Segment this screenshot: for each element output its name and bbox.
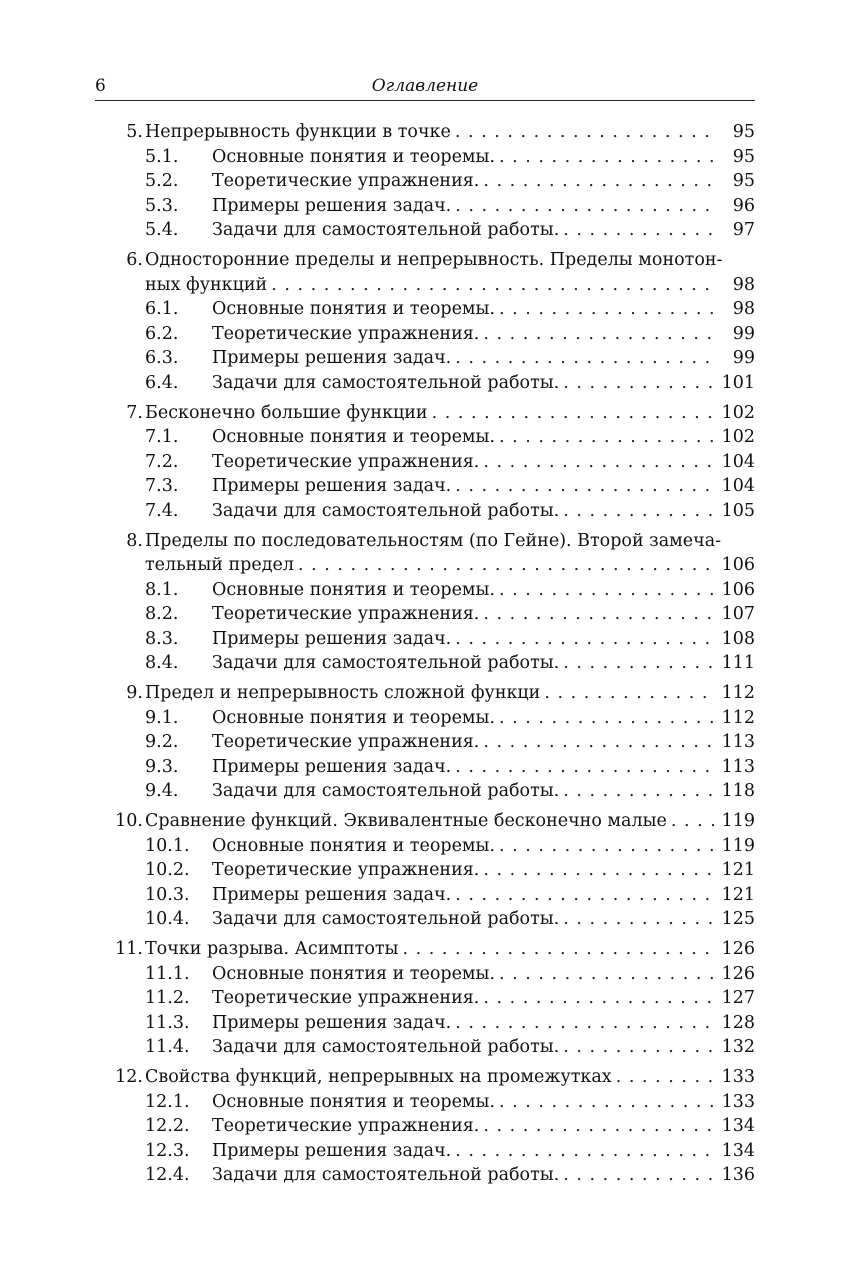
section-entry[interactable] bbox=[95, 858, 755, 883]
table-of-contents bbox=[95, 120, 755, 1193]
chapter-number: 6. bbox=[126, 249, 143, 270]
section-number: 10.2. bbox=[145, 860, 190, 881]
section-number: 7.1. bbox=[145, 427, 179, 448]
page-ref: 113 bbox=[721, 732, 755, 753]
leader-dots bbox=[483, 169, 715, 194]
section-entry[interactable] bbox=[95, 1139, 755, 1164]
toc-chapter-7 bbox=[95, 401, 755, 524]
section-title: Основные понятия и теоремы. bbox=[212, 299, 496, 320]
leader-dots bbox=[563, 1163, 715, 1188]
chapter-number: 9. bbox=[126, 683, 143, 704]
page-ref: 128 bbox=[721, 1012, 755, 1033]
section-entry[interactable] bbox=[95, 450, 755, 475]
leader-dots bbox=[616, 1065, 715, 1090]
section-number: 5.3. bbox=[145, 195, 179, 216]
section-number: 9.4. bbox=[145, 781, 179, 802]
leader-dots bbox=[483, 450, 715, 475]
section-entry[interactable] bbox=[95, 371, 755, 396]
section-title: Задачи для самостоятельной работы. bbox=[212, 220, 560, 241]
leader-dots bbox=[499, 297, 715, 322]
section-title: Теоретические упражнения. bbox=[212, 732, 480, 753]
leader-dots bbox=[455, 755, 715, 780]
section-number: 6.4. bbox=[145, 372, 179, 393]
section-entry[interactable] bbox=[95, 1090, 755, 1115]
leader-dots bbox=[455, 194, 715, 219]
section-title: Задачи для самостоятельной работы. bbox=[212, 909, 560, 930]
section-title: Задачи для самостоятельной работы. bbox=[212, 372, 560, 393]
page-ref: 95 bbox=[732, 146, 755, 167]
leader-dots bbox=[563, 1035, 715, 1060]
section-title: Теоретические упражнения. bbox=[212, 860, 480, 881]
section-entry[interactable] bbox=[95, 706, 755, 731]
chapter-entry[interactable] bbox=[95, 248, 755, 273]
chapter-title: Предел и непрерывность сложной функци bbox=[145, 683, 541, 704]
leader-dots bbox=[499, 706, 715, 731]
leader-dots bbox=[403, 937, 716, 962]
section-number: 7.3. bbox=[145, 476, 179, 497]
section-title: Задачи для самостоятельной работы. bbox=[212, 1165, 560, 1186]
section-title: Примеры решения задач. bbox=[212, 1012, 452, 1033]
section-title: Теоретические упражнения. bbox=[212, 1116, 480, 1137]
page-ref: 99 bbox=[732, 348, 755, 369]
leader-dots bbox=[563, 651, 715, 676]
section-number: 12.2. bbox=[145, 1116, 190, 1137]
section-entry[interactable] bbox=[95, 730, 755, 755]
section-entry[interactable] bbox=[95, 169, 755, 194]
section-title: Теоретические упражнения. bbox=[212, 988, 480, 1009]
section-title: Примеры решения задач. bbox=[212, 348, 452, 369]
leader-dots bbox=[483, 730, 715, 755]
page-ref: 97 bbox=[732, 220, 755, 241]
section-number: 9.3. bbox=[145, 756, 179, 777]
section-entry[interactable] bbox=[95, 834, 755, 859]
section-entry[interactable] bbox=[95, 986, 755, 1011]
section-number: 5.2. bbox=[145, 171, 179, 192]
chapter-number: 5. bbox=[126, 122, 143, 142]
page-ref: 113 bbox=[721, 756, 755, 777]
section-number: 10.3. bbox=[145, 884, 190, 905]
section-entry[interactable] bbox=[95, 627, 755, 652]
section-title: Теоретические упражнения. bbox=[212, 451, 480, 472]
chapter-number: 8. bbox=[126, 530, 143, 551]
chapter-entry[interactable] bbox=[95, 120, 755, 145]
page-ref: 119 bbox=[721, 835, 755, 856]
section-entry[interactable] bbox=[95, 297, 755, 322]
section-number: 8.2. bbox=[145, 604, 179, 625]
page-ref: 125 bbox=[721, 909, 755, 930]
leader-dots bbox=[432, 401, 715, 426]
section-number: 6.2. bbox=[145, 323, 179, 344]
section-number: 5.4. bbox=[145, 220, 179, 241]
chapter-number: 10. bbox=[115, 811, 143, 832]
page-ref: 98 bbox=[732, 274, 755, 295]
toc-chapter-9 bbox=[95, 681, 755, 804]
toc-chapter-8 bbox=[95, 529, 755, 677]
section-number: 11.1. bbox=[145, 963, 190, 984]
section-title: Основные понятия и теоремы. bbox=[212, 427, 496, 448]
page-ref: 133 bbox=[721, 1091, 755, 1112]
leader-dots bbox=[499, 425, 715, 450]
leader-dots bbox=[563, 218, 715, 243]
page-header bbox=[95, 74, 755, 101]
page-ref: 99 bbox=[732, 323, 755, 344]
page-ref: 134 bbox=[721, 1140, 755, 1161]
section-entry[interactable] bbox=[95, 425, 755, 450]
page-ref: 112 bbox=[721, 707, 755, 728]
section-title: Теоретические упражнения. bbox=[212, 323, 480, 344]
page-ref: 126 bbox=[721, 939, 755, 959]
section-entry[interactable] bbox=[95, 1035, 755, 1060]
chapter-entry[interactable] bbox=[95, 809, 755, 834]
leader-dots bbox=[483, 1114, 715, 1139]
running-title: Оглавление bbox=[371, 76, 479, 96]
section-title: Примеры решения задач. bbox=[212, 1140, 452, 1161]
page-ref: 136 bbox=[721, 1165, 755, 1186]
page-ref: 134 bbox=[721, 1116, 755, 1137]
page-ref: 102 bbox=[721, 402, 755, 423]
page-ref: 112 bbox=[721, 683, 755, 704]
chapter-number: 7. bbox=[126, 402, 143, 423]
section-title: Примеры решения задач. bbox=[212, 195, 452, 216]
chapter-title: Сравнение функций. Эквивалентные бесконечно малые bbox=[145, 811, 667, 832]
leader-dots bbox=[499, 962, 715, 987]
section-title: Теоретические упражнения. bbox=[212, 171, 480, 192]
page-ref: 119 bbox=[721, 811, 755, 832]
section-title: Задачи для самостоятельной работы. bbox=[212, 1037, 560, 1058]
section-entry[interactable] bbox=[95, 1011, 755, 1036]
page-ref: 107 bbox=[721, 604, 755, 625]
page-ref: 118 bbox=[721, 781, 755, 802]
section-number: 12.3. bbox=[145, 1140, 190, 1161]
section-entry[interactable] bbox=[95, 1114, 755, 1139]
section-title: Задачи для самостоятельной работы. bbox=[212, 653, 560, 674]
leader-dots bbox=[499, 145, 715, 170]
toc-chapter-10 bbox=[95, 809, 755, 932]
page-ref: 104 bbox=[721, 476, 755, 497]
page-ref: 98 bbox=[732, 299, 755, 320]
section-title: Примеры решения задач. bbox=[212, 756, 452, 777]
page-ref: 106 bbox=[721, 555, 755, 576]
page-ref: 121 bbox=[721, 884, 755, 905]
section-entry[interactable] bbox=[95, 962, 755, 987]
section-number: 9.1. bbox=[145, 707, 179, 728]
leader-dots bbox=[483, 322, 715, 347]
chapter-entry[interactable] bbox=[95, 681, 755, 706]
section-entry[interactable] bbox=[95, 322, 755, 347]
page-ref: 101 bbox=[721, 372, 755, 393]
section-number: 11.4. bbox=[145, 1037, 190, 1058]
leader-dots bbox=[563, 907, 715, 932]
page-ref: 105 bbox=[721, 500, 755, 521]
page-ref: 96 bbox=[732, 195, 755, 216]
section-entry[interactable] bbox=[95, 145, 755, 170]
section-title: Основные понятия и теоремы. bbox=[212, 1091, 496, 1112]
section-number: 12.4. bbox=[145, 1165, 190, 1186]
leader-dots bbox=[483, 986, 715, 1011]
page-ref: 132 bbox=[721, 1037, 755, 1058]
chapter-title: Точки разрыва. Асимптоты bbox=[145, 939, 399, 959]
section-title: Основные понятия и теоремы. bbox=[212, 963, 496, 984]
section-number: 8.3. bbox=[145, 628, 179, 649]
leader-dots bbox=[455, 120, 715, 145]
chapter-entry[interactable] bbox=[95, 937, 755, 962]
chapter-entry[interactable] bbox=[95, 529, 755, 554]
leader-dots bbox=[298, 553, 715, 578]
leader-dots bbox=[483, 858, 715, 883]
chapter-entry-continuation[interactable] bbox=[95, 553, 755, 578]
section-entry[interactable] bbox=[95, 1163, 755, 1188]
leader-dots bbox=[455, 346, 715, 371]
section-number: 5.1. bbox=[145, 146, 179, 167]
page-ref: 106 bbox=[721, 579, 755, 600]
chapter-title-line1: Односторонние пределы и непрерывность. Пределы монотон- bbox=[145, 249, 723, 270]
chapter-number: 11. bbox=[115, 939, 143, 959]
leader-dots bbox=[455, 627, 715, 652]
leader-dots bbox=[455, 1011, 715, 1036]
chapter-title: Свойства функций, непрерывных на промежутках bbox=[145, 1066, 612, 1087]
section-entry[interactable] bbox=[95, 578, 755, 603]
section-number: 7.2. bbox=[145, 451, 179, 472]
section-number: 8.4. bbox=[145, 653, 179, 674]
chapter-title-line2: ных функций bbox=[145, 274, 268, 295]
section-number: 6.3. bbox=[145, 348, 179, 369]
page-number: 6 bbox=[95, 76, 106, 96]
chapter-title-line1: Пределы по последовательностям (по Гейне). Второй замеча- bbox=[145, 530, 722, 551]
section-title: Примеры решения задач. bbox=[212, 628, 452, 649]
toc-chapter-12 bbox=[95, 1065, 755, 1188]
section-title: Задачи для самостоятельной работы. bbox=[212, 500, 560, 521]
page-ref: 95 bbox=[732, 171, 755, 192]
page-ref: 111 bbox=[721, 653, 755, 674]
section-title: Основные понятия и теоремы. bbox=[212, 579, 496, 600]
leader-dots bbox=[563, 779, 715, 804]
chapter-number: 12. bbox=[115, 1066, 143, 1087]
section-title: Примеры решения задач. bbox=[212, 884, 452, 905]
section-entry[interactable] bbox=[95, 194, 755, 219]
section-title: Теоретические упражнения. bbox=[212, 604, 480, 625]
section-number: 12.1. bbox=[145, 1091, 190, 1112]
section-title: Основные понятия и теоремы. bbox=[212, 707, 496, 728]
section-entry[interactable] bbox=[95, 218, 755, 243]
leader-dots bbox=[544, 681, 715, 706]
page-ref: 104 bbox=[721, 451, 755, 472]
toc-chapter-11 bbox=[95, 937, 755, 1060]
chapter-title: Непрерывность функции в точке bbox=[145, 122, 451, 142]
section-entry[interactable] bbox=[95, 755, 755, 780]
page-ref: 127 bbox=[721, 988, 755, 1009]
section-title: Основные понятия и теоремы. bbox=[212, 146, 496, 167]
chapter-title: Бесконечно большие функции bbox=[145, 402, 428, 423]
section-number: 9.2. bbox=[145, 732, 179, 753]
leader-dots bbox=[563, 499, 715, 524]
page-ref: 102 bbox=[721, 427, 755, 448]
section-title: Задачи для самостоятельной работы. bbox=[212, 781, 560, 802]
section-entry[interactable] bbox=[95, 499, 755, 524]
toc-chapter-6 bbox=[95, 248, 755, 396]
section-number: 6.1. bbox=[145, 299, 179, 320]
leader-dots bbox=[499, 834, 715, 859]
page-ref: 121 bbox=[721, 860, 755, 881]
toc-chapter-5 bbox=[95, 120, 755, 243]
leader-dots bbox=[671, 809, 715, 834]
section-entry[interactable] bbox=[95, 779, 755, 804]
section-title: Основные понятия и теоремы. bbox=[212, 835, 496, 856]
leader-dots bbox=[499, 578, 715, 603]
section-number: 10.4. bbox=[145, 909, 190, 930]
leader-dots bbox=[563, 371, 715, 396]
section-entry[interactable] bbox=[95, 474, 755, 499]
leader-dots bbox=[271, 273, 715, 298]
section-entry[interactable] bbox=[95, 346, 755, 371]
section-number: 11.3. bbox=[145, 1012, 190, 1033]
section-entry[interactable] bbox=[95, 651, 755, 676]
page-ref: 95 bbox=[732, 122, 755, 142]
leader-dots bbox=[455, 883, 715, 908]
section-title: Примеры решения задач. bbox=[212, 476, 452, 497]
page-ref: 133 bbox=[721, 1066, 755, 1087]
leader-dots bbox=[455, 1139, 715, 1164]
chapter-entry[interactable] bbox=[95, 1065, 755, 1090]
section-number: 7.4. bbox=[145, 500, 179, 521]
chapter-entry-continuation[interactable] bbox=[95, 273, 755, 298]
leader-dots bbox=[483, 602, 715, 627]
section-entry[interactable] bbox=[95, 907, 755, 932]
section-entry[interactable] bbox=[95, 602, 755, 627]
section-number: 11.2. bbox=[145, 988, 190, 1009]
page-ref: 108 bbox=[721, 628, 755, 649]
page-ref: 126 bbox=[721, 963, 755, 984]
section-number: 8.1. bbox=[145, 579, 179, 600]
chapter-entry[interactable] bbox=[95, 401, 755, 426]
section-number: 10.1. bbox=[145, 835, 190, 856]
section-entry[interactable] bbox=[95, 883, 755, 908]
chapter-title-line2: тельный предел bbox=[145, 555, 294, 576]
leader-dots bbox=[455, 474, 715, 499]
leader-dots bbox=[499, 1090, 715, 1115]
